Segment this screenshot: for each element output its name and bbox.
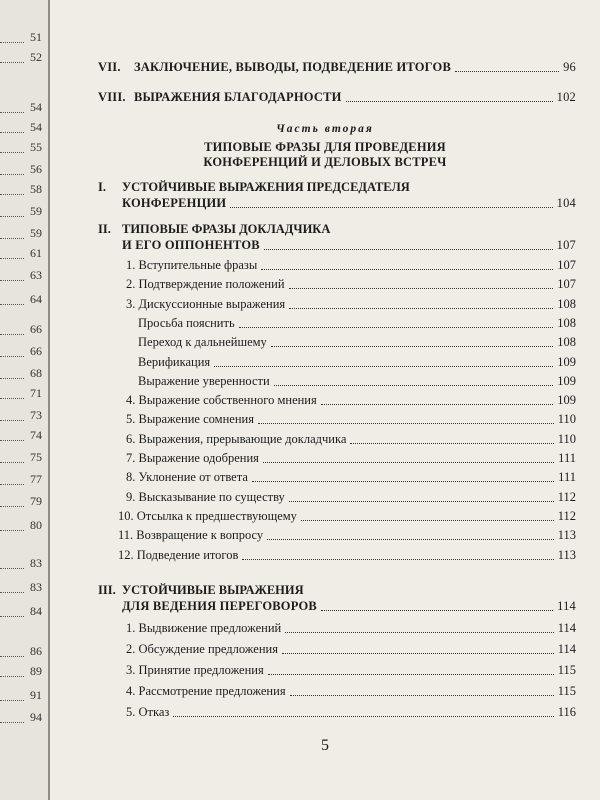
toc-subentry xyxy=(126,258,576,273)
toc-subentry-page: 107 xyxy=(557,277,576,292)
toc-subentry-page: 107 xyxy=(557,258,576,272)
toc-subentry xyxy=(126,621,576,636)
toc-subentry-title: 1. Выдвижение предложений xyxy=(126,621,282,635)
toc-subentry-page: 108 xyxy=(557,315,576,330)
section-iii-title-line-2: ДЛЯ ВЕДЕНИЯ ПЕРЕГОВОРОВ xyxy=(122,599,317,613)
left-page-number: 66 xyxy=(30,344,42,358)
leader-dots xyxy=(289,501,554,502)
toc-subentry-title: 12. Подведение итогов xyxy=(118,547,239,562)
part-label: Часть вторая xyxy=(276,123,374,135)
section-ii-title-line-1: ТИПОВЫЕ ФРАЗЫ ДОКЛАДЧИКА xyxy=(122,222,331,236)
leader-dots xyxy=(0,484,24,485)
toc-subentry xyxy=(126,412,576,427)
toc-subentry-title: Просьба пояснить xyxy=(138,315,235,330)
leader-dots xyxy=(289,288,554,289)
toc-entry-viii xyxy=(98,90,576,105)
section-ii-title-line-2: И ЕГО ОППОНЕНТОВ xyxy=(122,238,260,252)
leader-dots xyxy=(239,327,554,328)
left-page-number: 77 xyxy=(30,472,42,486)
toc-subentry-page: 111 xyxy=(558,451,576,465)
toc-entry-title: ЗАКЛЮЧЕНИЕ, ВЫВОДЫ, ПОДВЕДЕНИЕ ИТОГОВ xyxy=(134,60,451,74)
toc-subentry-title: 9. Высказывание по существу xyxy=(126,489,285,504)
leader-dots xyxy=(0,62,24,63)
toc-subentry xyxy=(126,705,576,720)
toc-subentry xyxy=(138,316,576,331)
leader-dots xyxy=(346,101,553,102)
leader-dots xyxy=(0,132,24,133)
left-page-number: 52 xyxy=(30,50,42,64)
leader-dots xyxy=(267,539,554,540)
left-page-number: 80 xyxy=(30,518,42,532)
toc-subentry xyxy=(126,393,576,408)
toc-subentry-page: 109 xyxy=(557,354,576,369)
toc-subentry xyxy=(126,470,576,485)
left-page-number: 59 xyxy=(30,204,42,218)
toc-subentry-title: 2. Подтверждение положений xyxy=(126,277,285,292)
left-page-number: 94 xyxy=(30,710,42,724)
left-page-number: 59 xyxy=(30,226,42,240)
leader-dots xyxy=(455,71,559,72)
toc-subentry-title: 4. Рассмотрение предложения xyxy=(126,684,286,698)
section-i-title-line-2: КОНФЕРЕНЦИИ xyxy=(122,196,227,210)
toc-subentry-page: 113 xyxy=(557,528,576,543)
leader-dots xyxy=(271,346,553,347)
toc-entry-page: 96 xyxy=(563,60,576,74)
left-page-number: 73 xyxy=(30,408,42,422)
leader-dots xyxy=(0,356,24,357)
left-page-number: 68 xyxy=(30,366,42,380)
toc-entry-number: VIII. xyxy=(98,90,126,104)
toc-subentry-page: 113 xyxy=(557,547,576,562)
left-page-number: 56 xyxy=(30,162,42,176)
section-iii-number: III. xyxy=(98,583,116,597)
toc-subentry xyxy=(118,548,576,563)
leader-dots xyxy=(0,462,24,463)
toc-subentry-page: 112 xyxy=(557,508,576,523)
toc-page xyxy=(50,0,600,800)
toc-subentry xyxy=(126,684,576,699)
toc-subentry-page: 112 xyxy=(557,489,576,504)
left-page-number: 86 xyxy=(30,644,42,658)
toc-subentry-page: 109 xyxy=(557,393,576,408)
leader-dots xyxy=(252,481,554,482)
toc-entry-number: VII. xyxy=(98,60,121,74)
left-page-number: 58 xyxy=(30,182,42,196)
leader-dots xyxy=(0,656,24,657)
toc-subentry xyxy=(138,335,576,350)
toc-subentry xyxy=(118,528,576,543)
part-title-line-1: ТИПОВЫЕ ФРАЗЫ ДЛЯ ПРОВЕДЕНИЯ xyxy=(204,140,446,154)
toc-subentry-title: 5. Отказ xyxy=(126,705,170,719)
part-title-line-2: КОНФЕРЕНЦИЙ И ДЕЛОВЫХ ВСТРЕЧ xyxy=(203,155,447,169)
section-i-number: I. xyxy=(98,180,106,194)
left-page-number: 71 xyxy=(30,386,42,400)
toc-subentry-page: 111 xyxy=(558,470,576,485)
page-number: 5 xyxy=(321,737,329,754)
toc-subentry-page: 114 xyxy=(557,621,576,635)
toc-subentry-title: 11. Возвращение к вопросу xyxy=(118,528,264,543)
toc-subentry-title: 3. Дискуссионные выражения xyxy=(126,296,286,311)
toc-subentry-page: 115 xyxy=(557,684,576,698)
toc-subentry-title: 8. Уклонение от ответа xyxy=(126,470,248,485)
toc-subentry-page: 116 xyxy=(557,705,576,719)
toc-subentry-page: 110 xyxy=(557,431,576,446)
leader-dots xyxy=(0,530,24,531)
left-page-number: 54 xyxy=(30,100,42,114)
left-page-number: 84 xyxy=(30,604,42,618)
leader-dots xyxy=(0,258,24,259)
left-page-number: 91 xyxy=(30,688,42,702)
leader-dots xyxy=(0,194,24,195)
left-page-number: 83 xyxy=(30,556,42,570)
leader-dots xyxy=(0,216,24,217)
toc-entry-section-ii xyxy=(122,238,576,253)
leader-dots xyxy=(0,440,24,441)
previous-page-edge xyxy=(0,0,50,800)
toc-subentry-title: 1. Вступительные фразы xyxy=(126,258,258,272)
toc-entry-page: 114 xyxy=(557,599,576,613)
toc-subentry-title: Выражение уверенности xyxy=(138,373,270,388)
section-ii-number: II. xyxy=(98,222,111,236)
leader-dots xyxy=(0,152,24,153)
leader-dots xyxy=(0,398,24,399)
toc-subentry-title: Переход к дальнейшему xyxy=(138,335,267,350)
leader-dots xyxy=(263,462,554,463)
leader-dots xyxy=(0,174,24,175)
leader-dots xyxy=(0,592,24,593)
left-page-number: 89 xyxy=(30,664,42,678)
leader-dots xyxy=(0,280,24,281)
leader-dots xyxy=(274,385,554,386)
leader-dots xyxy=(0,676,24,677)
leader-dots xyxy=(0,420,24,421)
leader-dots xyxy=(289,308,553,309)
section-iii-title-line-1: УСТОЙЧИВЫЕ ВЫРАЖЕНИЯ xyxy=(122,583,304,597)
leader-dots xyxy=(0,112,24,113)
toc-subentry xyxy=(138,374,576,389)
toc-subentry xyxy=(126,663,576,678)
toc-subentry-title: 7. Выражение одобрения xyxy=(126,451,259,465)
left-page-number: 54 xyxy=(30,120,42,134)
toc-entry-page: 102 xyxy=(556,90,576,104)
left-page-number: 75 xyxy=(30,450,42,464)
left-page-number: 64 xyxy=(30,292,42,306)
leader-dots xyxy=(0,506,24,507)
toc-subentry xyxy=(126,490,576,505)
leader-dots xyxy=(214,366,553,367)
leader-dots xyxy=(321,610,553,611)
toc-subentry xyxy=(126,642,576,657)
leader-dots xyxy=(301,520,554,521)
toc-entry-section-iii xyxy=(122,599,576,614)
leader-dots xyxy=(290,695,554,696)
leader-dots xyxy=(0,700,24,701)
toc-entry-title: ВЫРАЖЕНИЯ БЛАГОДАРНОСТИ xyxy=(134,90,342,104)
toc-subentry-page: 108 xyxy=(557,296,576,311)
toc-subentry xyxy=(118,509,576,524)
leader-dots xyxy=(173,716,553,717)
leader-dots xyxy=(268,674,554,675)
toc-entry-page: 104 xyxy=(556,196,576,210)
leader-dots xyxy=(350,443,553,444)
leader-dots xyxy=(258,423,554,424)
toc-subentry xyxy=(126,297,576,312)
left-page-number: 83 xyxy=(30,580,42,594)
left-page-number: 66 xyxy=(30,322,42,336)
leader-dots xyxy=(264,249,553,250)
leader-dots xyxy=(0,568,24,569)
toc-subentry xyxy=(126,432,576,447)
left-page-number: 79 xyxy=(30,494,42,508)
toc-entry-page: 107 xyxy=(556,238,576,252)
leader-dots xyxy=(0,238,24,239)
left-page-number: 74 xyxy=(30,428,42,442)
toc-subentry-title: 10. Отсылка к предшествующему xyxy=(118,508,297,523)
leader-dots xyxy=(230,207,552,208)
leader-dots xyxy=(0,722,24,723)
leader-dots xyxy=(0,304,24,305)
section-i-title-line-1: УСТОЙЧИВЫЕ ВЫРАЖЕНИЯ ПРЕДСЕДАТЕЛЯ xyxy=(122,180,410,194)
leader-dots xyxy=(282,653,554,654)
leader-dots xyxy=(261,269,553,270)
toc-subentry-page: 108 xyxy=(557,335,576,350)
toc-subentry-title: 6. Выражения, прерывающие докладчика xyxy=(126,431,347,446)
leader-dots xyxy=(0,378,24,379)
toc-subentry-title: 3. Принятие предложения xyxy=(126,663,264,677)
toc-subentry xyxy=(126,451,576,466)
toc-subentry-page: 114 xyxy=(557,642,576,656)
toc-subentry-page: 115 xyxy=(557,663,576,677)
toc-subentry xyxy=(138,355,576,370)
toc-subentry-page: 110 xyxy=(557,412,576,427)
leader-dots xyxy=(0,616,24,617)
left-page-number: 63 xyxy=(30,268,42,282)
leader-dots xyxy=(321,404,554,405)
leader-dots xyxy=(0,42,24,43)
toc-subentry-title: Верификация xyxy=(138,354,211,369)
leader-dots xyxy=(242,559,553,560)
toc-subentry xyxy=(126,277,576,292)
left-page-number: 51 xyxy=(30,30,42,44)
toc-subentry-title: 5. Выражение сомнения xyxy=(126,412,254,427)
left-page-number: 55 xyxy=(30,140,42,154)
toc-subentry-title: 4. Выражение собственного мнения xyxy=(126,393,317,408)
left-page-number: 61 xyxy=(30,246,42,260)
toc-entry-vii xyxy=(98,60,576,75)
toc-entry-section-i xyxy=(122,196,576,211)
leader-dots xyxy=(0,334,24,335)
toc-subentry-page: 109 xyxy=(557,373,576,388)
leader-dots xyxy=(285,632,553,633)
toc-subentry-title: 2. Обсуждение предложения xyxy=(126,642,278,656)
